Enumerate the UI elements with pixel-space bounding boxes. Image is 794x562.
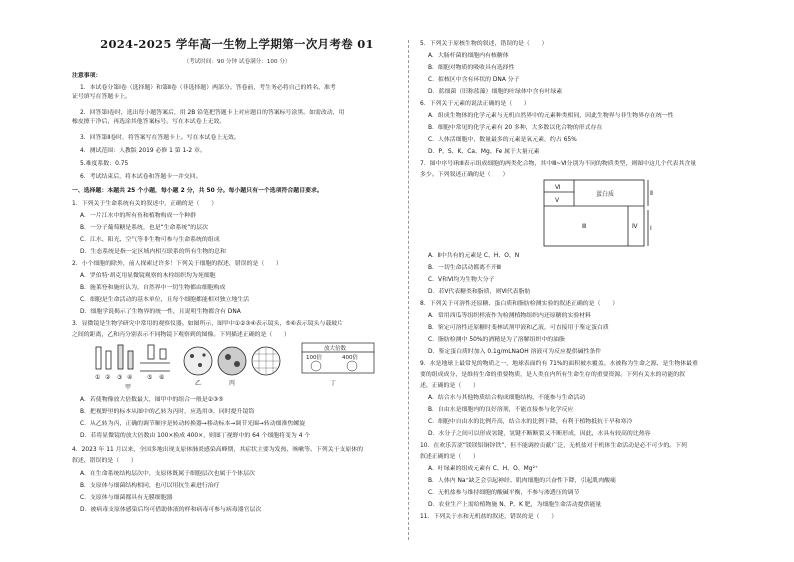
option: B．施莱登和施旺认为，自然界中一切生物都由细胞构成 [80, 285, 226, 291]
option: B．细胞对物质的吸收具有选择性 [428, 65, 515, 71]
option: B．细胞中常见的化学元素有 20 多种，大多数以化合物的形式存在 [428, 125, 603, 131]
tube-label: ⑤ [147, 374, 153, 381]
figure-sublabel: 甲 [125, 384, 132, 391]
option: B．鉴定可溶性还原糖时斐林试剂甲液和乙液，可直接用于鉴定蛋白质 [428, 325, 609, 331]
tube-label: ⑥ [159, 374, 165, 381]
column-divider [408, 40, 409, 540]
question-stem: 2．小个细胞的除外，前人探索过许多！下列关于细胞的叙述，错误的是（ ） [72, 261, 282, 267]
notice-line: 证号填写在答题卡上。 [72, 94, 131, 100]
tube-label: ① [95, 374, 101, 381]
question-stem: 3．显微镜是生物学研究中常用的观察仪器。如图所示，图甲中①②③④表示镜头，⑤⑥表示镜头与载玻片 [72, 321, 344, 327]
tube-label: ② [105, 374, 111, 381]
lens-2 [106, 351, 111, 369]
question-stem: 多少。下列叙述正确的是（ ） [420, 172, 509, 178]
notice-line: 2．回答第Ⅰ卷时，选出每小题答案后，用 2B 铅笔把答题卡上对应题目的答案标号涂黑。如需改动，用 [80, 110, 345, 116]
question-stem: 6．下列关于元素的说法正确的是（ ） [420, 101, 530, 107]
lens-set [96, 345, 170, 371]
question-stem: 7．图中序号Ⅰ和Ⅱ表示组成细胞的两类化合物，其中Ⅲ~Ⅵ分别为不同的物质类型，则图中这几个代表其含量 [420, 161, 697, 167]
question-stem: 要的组成成分，是维持生命的重要物质，是人类在内所有生命生存的重要资源。下列有关水的功能的叙 [420, 372, 686, 378]
option: D．被病毒支原体感染后均可借助体液的样和病毒可参与病毒器官层次 [80, 507, 262, 513]
option: B．一分子葡萄糖是系统，也是“生命系统”的层次 [80, 225, 208, 231]
option: D．蓝细菌（旧称蓝藻）细胞的叶绿体中含有叶绿素 [428, 89, 563, 95]
section-heading: 一、选择题：本题共 25 个小题，每小题 2 分，共 50 分。每小题只有一个选项符合题目要求。 [72, 188, 323, 194]
exam-info: （考试时间：90 分钟 试卷满分：100 分） [183, 59, 291, 65]
question-stem: 叙述，错误的是（ ） [72, 458, 137, 464]
option: C．人体活细胞中，数量最多的元素是氧元素，约占 65% [428, 137, 577, 143]
notice-line: 5.难度系数：0.75 [80, 161, 129, 167]
figure-sublabel: 乙 [195, 380, 202, 387]
option: C．细胞中自由水的比例升高，结合水的比例下降，有利于植物抵抗干旱和寒冷 [428, 419, 633, 425]
page-title: 2024-2025 学年高一生物上学期第一次月考卷 01 [100, 37, 374, 51]
region-label: Ⅱ [650, 190, 653, 197]
lens-3 [118, 345, 123, 369]
mag-value: 100倍 [306, 355, 322, 361]
microscope-figure [90, 341, 390, 391]
notice-line: 橡皮擦干净后，再选涂其他答案标号。写在本试卷上无效。 [72, 119, 226, 125]
option: A．Ⅱ中共有的元素是 C、H、O、N [428, 253, 520, 259]
option: A．大肠杆菌的细胞内有核糖体 [428, 53, 509, 59]
question-stem: 9．水是地球上最常见的物质之一，地球表面约有 71%的面积被水覆盖。水被称为生命之源，是生物体最重 [420, 361, 698, 367]
question-stem: 10．在欢乐苦涩“镁镁铝铜锌铁”，但不能调控贡献广泛，无机盐对于机体生命活动是必不可少的。下列 [420, 443, 687, 449]
tube-label: ③ [117, 374, 123, 381]
notice-line: 4．测试范围：人教版 2019 必修 1 第 1-2 章。 [80, 148, 206, 154]
protein-label: 蛋白质 [596, 191, 615, 198]
figure-sublabel: 丙 [229, 380, 236, 387]
question-stem: 述，正确的是（ ） [420, 383, 479, 389]
option: C．Ⅴ和Ⅵ均为生物大分子 [428, 277, 495, 283]
question-stem: 4．2023 年 11 月以来，全国多地出现支原体肺炎感染高峰期，其症状主要为发热、咳嗽等。下列关于支原体的 [72, 447, 364, 453]
tube-label: ④ [127, 374, 133, 381]
region-label: Ⅴ [555, 197, 560, 204]
region-label: Ⅰ [650, 225, 652, 232]
option: B．支原体与细菌结构相同，也可以用抗生素进行治疗 [80, 483, 220, 489]
lens-4 [128, 351, 133, 369]
region-label: Ⅳ [632, 223, 638, 230]
question-stem: 5．下列关于原核生物的叙述，错误的是（ ） [420, 41, 548, 47]
mag-title: 放大倍数 [324, 346, 347, 352]
option: D．鉴定蛋白质时加入 0.1g/mLNaOH 溶液可为反应提供碱性条件 [428, 349, 602, 355]
option: D．水分子之间可以形成氢键，氢键不断断裂又不断形成，因此，水具有较高的比热容 [428, 431, 651, 437]
notice-heading: 注意事项： [72, 73, 102, 79]
view-bing [218, 347, 246, 375]
option: C．脂肪检测中 50%的酒精是为了溶解组织中的油脂 [428, 337, 565, 343]
option: D．若Ⅴ代表糖类和脂质，则Ⅵ代表脂肪 [428, 289, 531, 295]
option: D．若将显微镜的放大倍数由 100×换成 400×，则图丁视野中的 64 个细胞将变为 4 个 [80, 433, 311, 439]
option: A．一片江水中的所有鱼和植物构成一个种群 [80, 213, 196, 219]
notice-line: 1．本试卷分第Ⅰ卷（选择题）和第Ⅱ卷（非选择题）两部分。答卷前，考生务必将自己的姓名、准考 [80, 85, 336, 91]
option: D．P、S、K、Ca、Mg、Fe 属于大量元素 [428, 149, 540, 155]
option: A．罗伯特·胡克用显微镜观察的木栓组织均为死细胞 [80, 273, 216, 279]
question-stem: 8．下列关于可溶性还原糖、蛋白质和脂肪检测实验的叙述正确的是（ ） [420, 301, 619, 307]
question-stem: 1．下列关于生命系统有关的叙述中，正确的是（ ） [72, 201, 218, 207]
option: A．常用西瓜等组织样液作为检测植物组织内还原糖的实验材料 [428, 313, 592, 319]
option: C．无机盐参与维持细胞的酸碱平衡，不参与渗透压的调节 [428, 490, 580, 496]
option: D．农业生产上需给植物施 N、P、K 肥，为细胞生命活动提供能量 [428, 502, 602, 508]
compound-diagram [538, 178, 660, 248]
question-stem: 11．下列关于水和无机盐的叙述，错误的是（ ） [420, 514, 558, 520]
option: B．一切生命活动都离不开Ⅲ [428, 265, 501, 271]
lens-1 [96, 347, 101, 369]
option: A．若使物像放大倍数最大，图甲中的组合一般是②③⑤ [80, 397, 224, 403]
option: A．组成生物体的化学元素与无机自然界中的元素种类相同，因此生物界与非生物界存在统一性 [428, 113, 674, 119]
option: A．结合水与其他物质结合构成细胞结构，不能参与生命活动 [428, 395, 586, 401]
notice-line: 6．考试结束后，将本试卷和答题卡一并交回。 [80, 174, 202, 180]
option: A．在生命系统结构层次中，支原体既属于细胞层次也属于个体层次 [80, 471, 255, 477]
option: D．细胞学说揭示了生物界的统一性，且说明生物都含有 DNA [80, 309, 241, 315]
option: B．人体内 Na⁺缺乏会引起神经、肌肉细胞的兴奋性下降，引起肌肉酸痛 [428, 478, 616, 484]
notice-line: 3．回答第Ⅱ卷时，将答案写在答题卡上。写在本试卷上无效。 [80, 135, 240, 141]
option: C．拟核区中含有环状的 DNA 分子 [428, 77, 520, 83]
option: C．支原体与细菌都具有无膜细胞器 [80, 495, 173, 501]
option: D．生态系统是指一定区域内相互联系的所有生物的总和 [80, 249, 226, 255]
question-stem: 之间的距离，乙和丙分别表示不同物镜下观察到的图像。下列描述正确的是（ ） [72, 332, 290, 338]
view-yi [184, 347, 212, 375]
option: C．江水、阳光、空气等非生物可参与生命系统的组成 [80, 237, 220, 243]
option: C．细胞是生命活动的基本单位，且每个细胞都能相对独立地生活 [80, 297, 250, 303]
option: A．叶绿素的组成元素有 C、H、O、Mg²⁺ [428, 466, 538, 472]
region-label: Ⅵ [555, 184, 561, 191]
question-stem: 叙述正确的是（ ） [420, 454, 479, 460]
option: B．自由水是细胞内的良好溶剂，不能直接参与化学反应 [428, 407, 574, 413]
figure-sublabel: 丁 [330, 380, 337, 387]
region-label: Ⅲ [582, 223, 587, 230]
option: C．从乙转为丙，正确的调节顺序是转动转换器→移动标本→调节光圈→转动细准焦螺旋 [80, 421, 306, 427]
option: B．把视野里的标本从图中的乙转为丙时，应选用③，同时提升镜筒 [80, 409, 255, 415]
mag-value: 400倍 [342, 355, 358, 361]
